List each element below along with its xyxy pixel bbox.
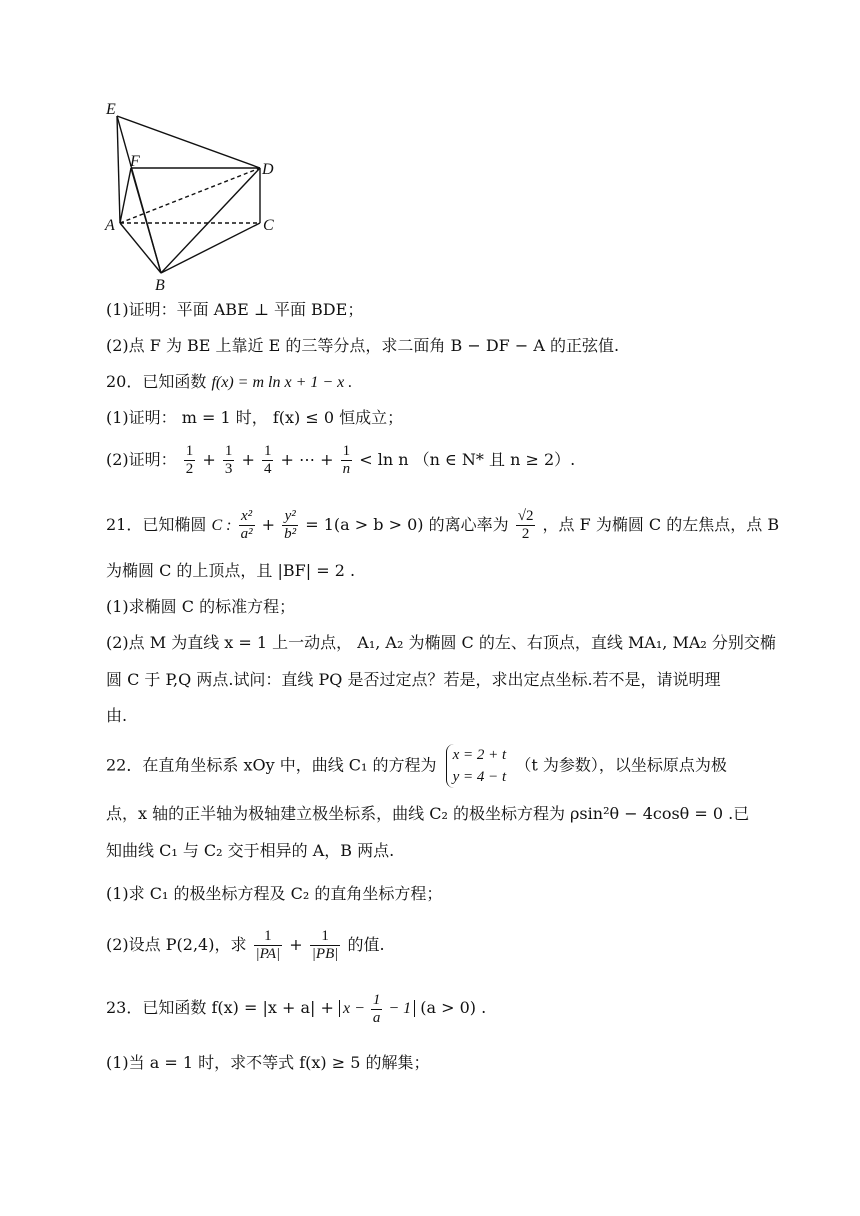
label-C: C bbox=[263, 217, 274, 234]
edge-EA bbox=[117, 116, 120, 223]
q19-part1: (1)证明：平面 ABE ⊥ 平面 BDE； bbox=[106, 300, 364, 319]
plus-sign: + bbox=[261, 515, 276, 534]
q22-stem-line1 bbox=[106, 744, 727, 788]
edge-CB bbox=[161, 223, 260, 273]
edge-AD-dashed bbox=[120, 168, 260, 223]
label-B: B bbox=[155, 277, 165, 292]
q23-suffix: (a > 0) . bbox=[420, 998, 487, 1018]
label-F: F bbox=[130, 153, 140, 170]
plus-sign: + bbox=[202, 450, 216, 469]
q22-part2 bbox=[106, 928, 385, 963]
q20-part1: (1)证明： m = 1 时， f(x) ≤ 0 恒成立； bbox=[106, 408, 404, 427]
q20-part2-prefix: (2)证明： bbox=[106, 450, 177, 469]
label-A: A bbox=[105, 217, 115, 234]
q19-part2: (2)点 F 为 BE 上靠近 E 的三等分点，求二面角 B − DF − A 的正弦值. bbox=[106, 336, 620, 355]
edge-FB bbox=[131, 168, 161, 273]
geometry-figure bbox=[100, 96, 290, 292]
fraction-1-PB: $\frac{1}{|PB|}$ bbox=[311, 928, 339, 962]
parametric-system: x = 2 + t y = 4 − t bbox=[446, 744, 507, 788]
abs-expression: x − $\frac{1}{a}$ − 1 bbox=[339, 1000, 415, 1017]
q22-part2-prefix: (2)设点 P(2,4)，求 bbox=[106, 935, 247, 954]
fraction-1-n: $\frac{1}{n}$ bbox=[342, 443, 351, 477]
q21-part2-line1: (2)点 M 为直线 x = 1 上一动点， A₁, A₂ 为椭圆 C 的左、右顶点，直线 MA₁, MA₂ 分别交椭 bbox=[106, 633, 776, 652]
q22-stem-line2: 点，x 轴的正半轴为极轴建立极坐标系，曲线 C₂ 的极坐标方程为 ρsin²θ − 4cosθ = 0 .已 bbox=[106, 804, 750, 823]
label-E: E bbox=[106, 101, 116, 118]
q23-prefix: 23．已知函数 f(x) = |x + a| + bbox=[106, 998, 334, 1018]
q21-part2-line2: 圆 C 于 P,Q 两点.试问：直线 PQ 是否过定点？若是，求出定点坐标.若不是，请说明理 bbox=[106, 670, 721, 689]
q22-stem-line3: 知曲线 C₁ 与 C₂ 交于相异的 A，B 两点. bbox=[106, 841, 395, 860]
edge-FA bbox=[120, 168, 131, 223]
fraction-x2-a2: $\frac{\text{x²}}{\text{a²}}$ bbox=[240, 508, 253, 542]
q21-part1: (1)求椭圆 C 的标准方程； bbox=[106, 597, 296, 616]
q20-function-formula: f(x) = m ln x + 1 − x . bbox=[211, 374, 353, 391]
q22-prefix: 22．在直角坐标系 xOy 中，曲线 C₁ 的方程为 bbox=[106, 755, 437, 775]
q20-part2 bbox=[106, 443, 575, 478]
q21-prefix: 21．已知椭圆 bbox=[106, 515, 207, 534]
q21-stem-line2: 为椭圆 C 的上顶点，且 |BF| = 2 . bbox=[106, 561, 356, 580]
q21-stem-line1: 21．已知椭圆 C : $\frac{\text{x²}}{\text{a²}}$ + $\frac{\text{y²}}{\text{b²}}$ = 1(a > b > 0) 的离心率为 $\frac{√2}{2}$ ，点 F 为椭圆 C 的左焦点，点 B bbox=[106, 508, 780, 542]
plus-sign: + bbox=[241, 450, 255, 469]
ellipsis-sum: + ⋯ + bbox=[280, 450, 334, 469]
q21-mid: = 1(a > b > 0) 的离心率为 bbox=[305, 515, 509, 534]
label-D: D bbox=[262, 161, 274, 178]
q21-suffix: ，点 F 为椭圆 C 的左焦点，点 B bbox=[542, 515, 780, 534]
edge-DB bbox=[161, 168, 260, 273]
q20-stem bbox=[106, 371, 352, 394]
q20-stem-prefix: 20．已知函数 bbox=[106, 372, 207, 391]
q21-part2-line3: 由. bbox=[106, 706, 128, 725]
plus-sign: + bbox=[289, 935, 303, 954]
q22-part2-suffix: 的值. bbox=[347, 935, 385, 954]
q23-part1: (1)当 a = 1 时，求不等式 f(x) ≥ 5 的解集； bbox=[106, 1053, 430, 1072]
q20-part2-suffix: < ln n （n ∈ N* 且 n ≥ 2）. bbox=[359, 450, 576, 469]
fraction-sqrt2-2: $\frac{√2}{2}$ bbox=[517, 508, 534, 542]
fraction-y2-b2: $\frac{\text{y²}}{\text{b²}}$ bbox=[284, 508, 297, 542]
q22-suffix: （t 为参数），以坐标原点为极 bbox=[515, 755, 727, 775]
fraction-1-2: $\frac{1}{2}$ bbox=[185, 443, 194, 477]
edge-AB bbox=[120, 223, 161, 273]
q23-stem bbox=[106, 992, 486, 1027]
fraction-1-a: $\frac{1}{a}$ bbox=[372, 992, 381, 1026]
q22-part1: (1)求 C₁ 的极坐标方程及 C₂ 的直角坐标方程； bbox=[106, 884, 443, 903]
fraction-1-4: $\frac{1}{4}$ bbox=[263, 443, 272, 477]
fraction-1-PA: $\frac{1}{|PA|}$ bbox=[255, 928, 281, 962]
fraction-1-3: $\frac{1}{3}$ bbox=[224, 443, 233, 477]
